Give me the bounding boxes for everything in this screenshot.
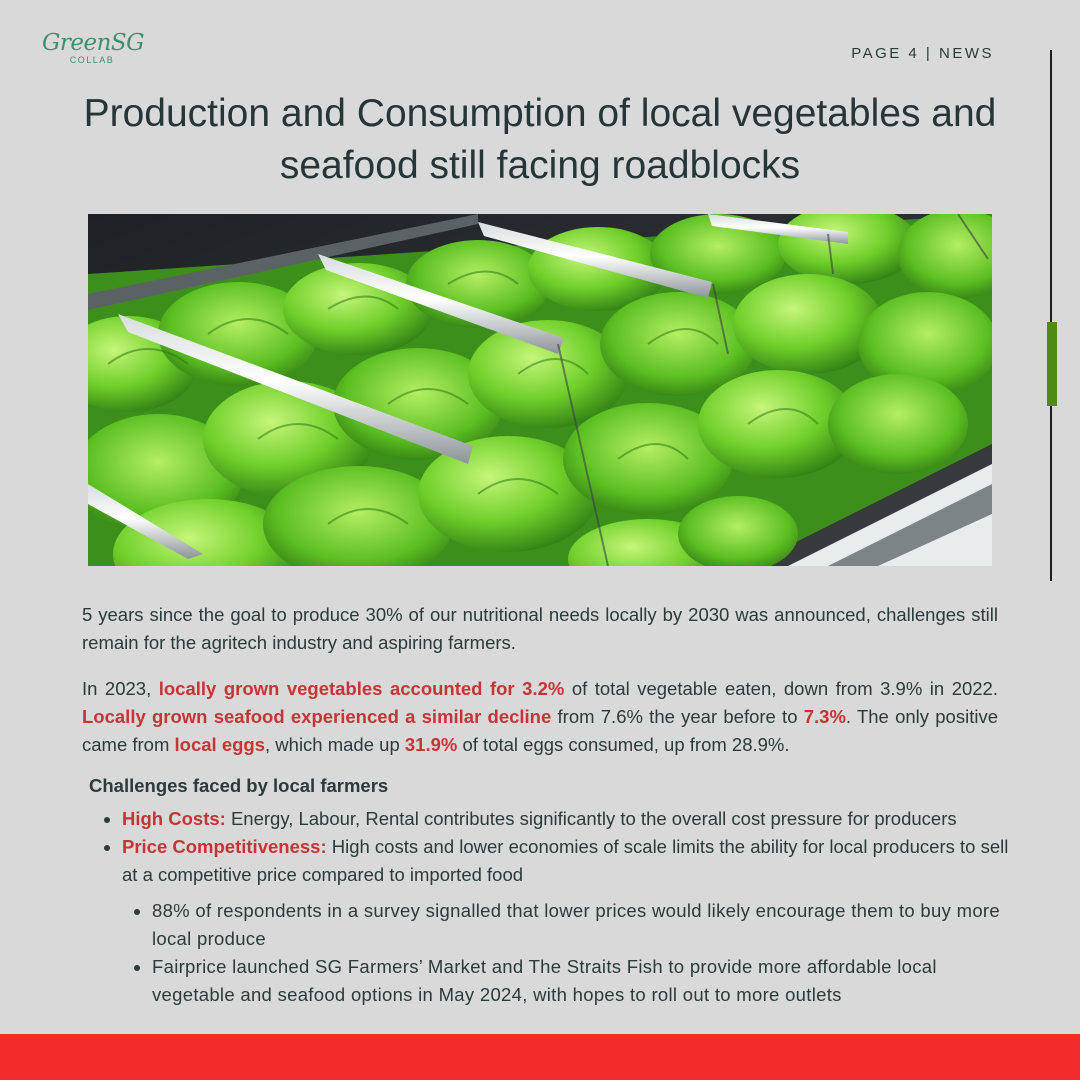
side-accent-marker <box>1047 322 1057 406</box>
challenge-text: High costs and lower economies of scale limits the ability for local producers to sell at a competitive price compared to imported food <box>122 836 1009 885</box>
footer-color-bar <box>0 1034 1080 1080</box>
statistics-paragraph <box>82 675 998 759</box>
side-divider-line <box>1050 50 1052 581</box>
challenge-sublist <box>122 897 1022 1009</box>
stat-text: from 7.6% the year before to <box>551 706 804 727</box>
intro-paragraph: 5 years since the goal to produce 30% of our nutritional needs locally by 2030 was announced, challenges still remain for the agritech industry and aspiring farmers. <box>82 604 998 653</box>
stat-highlight-seafood: Locally grown seafood experienced a similar decline <box>82 706 552 727</box>
list-item <box>122 833 1022 1009</box>
stat-highlight-eggs-value: 31.9% <box>404 734 458 755</box>
challenges-heading: Challenges faced by local farmers <box>89 775 389 796</box>
hydroponic-lettuce-photo <box>88 214 992 566</box>
stat-text: of total eggs consumed, up from 28.9%. <box>457 734 790 755</box>
stat-text: of total vegetable eaten, down from 3.9% in 2022. <box>564 678 998 699</box>
article-body <box>82 601 1009 1009</box>
stat-highlight-seafood-value: 7.3% <box>803 706 846 727</box>
article-title: Production and Consumption of local vegetables and seafood still facing roadblocks <box>83 92 997 187</box>
brand-subname: COLLAB <box>69 55 115 65</box>
challenge-text: Energy, Labour, Rental contributes significantly to the overall cost pressure for producers <box>225 808 957 829</box>
page-label: PAGE 4 | NEWS <box>851 45 994 62</box>
stat-highlight-vegetables: locally grown vegetables accounted for 3.2% <box>158 678 565 699</box>
stat-text: In 2023, <box>82 678 159 699</box>
brand-name: GreenSG <box>42 30 145 56</box>
stat-text: . The only positive came from <box>82 706 998 755</box>
sub-list-item: • Fairprice launched SG Farmers’ Market and The Straits Fish to provide more affordable local vegetable and seafood options in May 2024, with hopes to roll out to more outlets <box>152 953 1022 1009</box>
brand-logo <box>42 30 145 65</box>
challenge-label: High Costs: <box>122 808 226 829</box>
stat-highlight-eggs: local eggs <box>174 734 266 755</box>
sub-list-item: • 88% of respondents in a survey signalled that lower prices would likely encourage them to buy more local produce <box>152 897 1022 953</box>
challenges-list <box>82 805 1022 1009</box>
stat-text: , which made up <box>265 734 405 755</box>
list-item <box>122 805 1022 833</box>
challenge-label: Price Competitiveness: <box>122 836 327 857</box>
